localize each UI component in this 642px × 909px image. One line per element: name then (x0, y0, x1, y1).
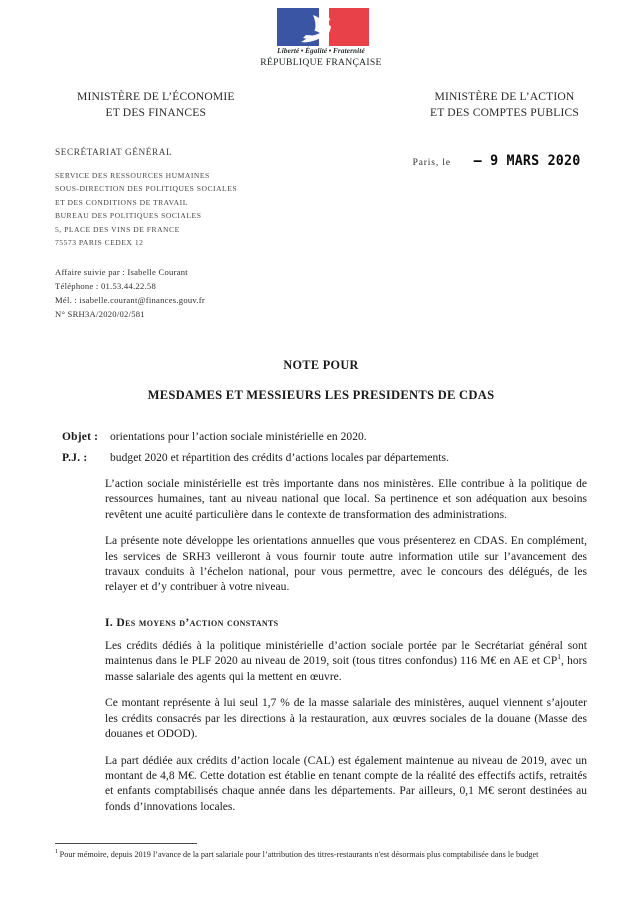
body-paragraph-3-tail: , hors masse salariale des agents qui la mettent en œuvre. (105, 655, 588, 683)
section-heading-1 (105, 616, 587, 629)
ministry-economy-line1: MINISTÈRE DE L’ÉCONOMIE (77, 90, 235, 103)
field-pj-label: P.J. : (62, 451, 88, 464)
section-heading-1-title: Des moyens d’action constants (116, 615, 279, 629)
field-pj-value: budget 2020 et répartition des crédits d’actions locales par départements. (110, 451, 450, 464)
ministry-economy-line2: ET DES FINANCES (105, 106, 207, 120)
ministry-headers (55, 89, 587, 122)
footnote-1-text: Pour mémoire, depuis 2019 l’avance de la part salariale pour l’attribution des titres-restaurants n'est désormais plus comptabilisée dans le budget (59, 849, 539, 859)
motto-word-egalite: Égalité (305, 47, 328, 55)
document-body (55, 477, 587, 816)
address-line: SERVICE DES RESSOURCES HUMAINES (55, 170, 210, 180)
dateline-place: Paris, le (412, 157, 451, 168)
title-line-1: NOTE POUR (283, 357, 359, 372)
sender-contact (55, 266, 385, 322)
body-paragraph-2: La présente note développe les orientations annuelles que vous présenterez en CDAS. En complément, les services de SRH3 veilleront à vous fournir toute autre information utile sur l’avancement des travaux conduits à l’échelon national, pour vous permettre, avec le concours des délégués, de les relayer et d’y contribuer à votre niveau. (105, 535, 587, 594)
document-title (55, 358, 587, 403)
contact-phone: Téléphone : 01.53.44.22.58 (55, 280, 157, 291)
republic-name: RÉPUBLIQUE FRANÇAISE (260, 57, 382, 68)
sender-address (55, 169, 385, 250)
body-paragraph-1: L’action sociale ministérielle est très importante dans nos ministères. Elle contribue à la politique de ressources humaines, tant au niveau national que local. Sa pertinence et son adéquation aux besoins revêtent une acuité particulière dans le contexte de transformation des administrations. (105, 477, 587, 521)
footnote-area (55, 843, 594, 861)
date-stamp: – 9 MARS 2020 (473, 152, 581, 169)
address-line: 5, PLACE DES VINS DE FRANCE (55, 224, 180, 234)
footnote-marker-inline: 1 (557, 652, 561, 662)
motto-word-liberte: Liberté (277, 47, 300, 55)
republic-motto (277, 47, 365, 55)
ministry-public-accounts-line2: ET DES COMPTES PUBLICS (429, 106, 579, 120)
body-paragraph-5: La part dédiée aux crédits d’action locale (CAL) est également maintenue au niveau de 2019, avec un montant de 4,8 M€. Cette dotation est établie en tenant compte de la réalité des effectifs actifs, retraités et enfants comptabilisés chaque année dans les départements. Par ailleurs, 0,1 M€ seront destinées au fonds d’innovations locales. (105, 754, 587, 813)
contact-email: Mél. : isabelle.courant@finances.gouv.fr (55, 294, 206, 305)
dateline (413, 148, 587, 169)
field-objet-label: Objet : (62, 430, 99, 443)
body-paragraph-3 (105, 639, 587, 685)
field-pj (62, 452, 587, 464)
body-paragraph-3-text: Les crédits dédiés à la politique ministérielle d’action sociale portée par le Secrétariat général sont maintenus dans le PLF 2020 au niveau de 2019, soit (tous titres confondus) 116 M€ en AE et CP (105, 639, 587, 668)
marianne-flag-icon (273, 8, 369, 46)
address-line: 75573 PARIS CEDEX 12 (55, 238, 144, 248)
address-line: BUREAU DES POLITIQUES SOCIALES (55, 211, 202, 221)
field-objet-value: orientations pour l’action sociale ministérielle en 2020. (110, 430, 367, 443)
address-line: ET DES CONDITIONS DE TRAVAIL (55, 197, 188, 207)
address-line: SOUS-DIRECTION DES POLITIQUES SOCIALES (55, 184, 238, 194)
title-line-2: MESDAMES ET MESSIEURS LES PRESIDENTS DE CDAS (147, 387, 495, 402)
ministry-public-accounts-line1: MINISTÈRE DE L’ACTION (434, 90, 575, 103)
footnote-1 (55, 849, 594, 861)
motto-separator-1: • (300, 47, 304, 55)
ministry-public-accounts (430, 89, 579, 122)
subject-fields (55, 431, 587, 464)
sender-and-date (55, 148, 587, 322)
section-heading-1-number: I. (105, 615, 114, 629)
secretariat-general-label: SECRÉTARIAT GÉNÉRAL (55, 147, 173, 158)
footnote-rule (55, 843, 197, 844)
reference-number: N° SRH3A/2020/02/581 (55, 308, 145, 319)
footnote-1-marker: 1 (55, 847, 59, 855)
sender-block (55, 148, 385, 322)
ministry-economy (77, 89, 235, 122)
republic-emblem (55, 0, 587, 68)
motto-word-fraternite: Fraternité (332, 47, 365, 55)
contact-officer: Affaire suivie par : Isabelle Courant (55, 267, 188, 277)
motto-separator-2: • (328, 47, 332, 55)
field-objet (62, 431, 587, 443)
body-paragraph-4: Ce montant représente à lui seul 1,7 % de la masse salariale des ministères, auquel viennent s’ajouter les crédits consacrés par les directions à la restauration, aux œuvres sociales de la douane (Masse des douanes et ODOD). (105, 697, 587, 741)
